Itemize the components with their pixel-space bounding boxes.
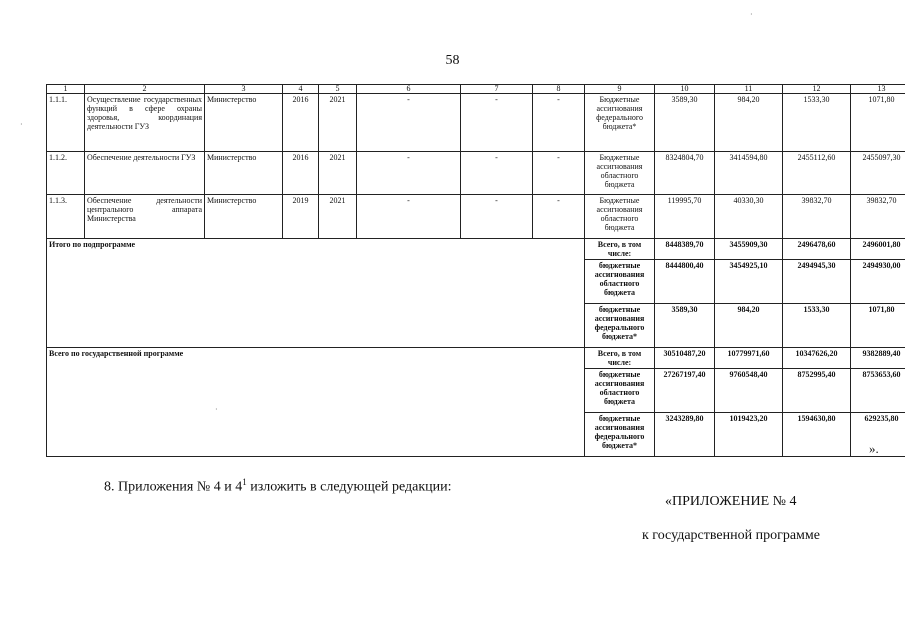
value-year-1: 3455909,30	[715, 239, 783, 260]
value-year-3: 1071,80	[851, 304, 905, 348]
paragraph-text-tail: изложить в следующей редакции:	[246, 479, 452, 495]
table-header-row	[47, 85, 905, 94]
cell-dash: -	[533, 195, 585, 239]
value-total: 30510487,20	[655, 348, 715, 369]
paragraph-text: 8. Приложения № 4 и 4	[104, 479, 243, 495]
value-year-2: 1533,30	[783, 94, 851, 152]
start-year: 2019	[283, 195, 319, 239]
start-year: 2016	[283, 94, 319, 152]
value-year-3: 2455097,30	[851, 152, 905, 195]
value-year-3: 2494930,00	[851, 260, 905, 304]
funding-source: бюджетные ассигнования федерального бюджета*	[585, 304, 655, 348]
funding-source: бюджетные ассигнования областного бюджета	[585, 260, 655, 304]
closing-quote: ».	[869, 441, 879, 456]
value-year-2: 10347626,20	[783, 348, 851, 369]
header-cell: 5	[319, 85, 357, 94]
scan-speck: ·	[750, 10, 753, 19]
value-year-2: 8752995,40	[783, 369, 851, 413]
row-number: 1.1.1.	[47, 94, 85, 152]
executor: Министерство	[205, 152, 283, 195]
header-cell: 10	[655, 85, 715, 94]
program-table	[46, 84, 901, 457]
funding-source: бюджетные ассигнования федерального бюджета*	[585, 413, 655, 457]
cell-dash: -	[461, 94, 533, 152]
funding-source: Всего, в том числе:	[585, 239, 655, 260]
subtotal-label: Итого по подпрограмме	[47, 239, 585, 348]
header-cell: 4	[283, 85, 319, 94]
appendix-subtitle: к государственной программе	[642, 528, 820, 543]
value-year-3: 9382889,40	[851, 348, 905, 369]
header-cell: 11	[715, 85, 783, 94]
subtotal-row	[47, 239, 905, 260]
value-year-1: 3454925,10	[715, 260, 783, 304]
value-year-3: 8753653,60	[851, 369, 905, 413]
value-year-2: 2496478,60	[783, 239, 851, 260]
paragraph-superscript: 1	[242, 477, 247, 487]
value-year-3: 2496001,80	[851, 239, 905, 260]
header-cell: 9	[585, 85, 655, 94]
row-number: 1.1.3.	[47, 195, 85, 239]
header-cell: 7	[461, 85, 533, 94]
header-cell: 3	[205, 85, 283, 94]
value-year-1: 40330,30	[715, 195, 783, 239]
value-year-3: 39832,70	[851, 195, 905, 239]
header-cell: 8	[533, 85, 585, 94]
value-year-2: 2494945,30	[783, 260, 851, 304]
table-row	[47, 94, 905, 152]
header-cell: 12	[783, 85, 851, 94]
value-total: 8444800,40	[655, 260, 715, 304]
value-year-3: 1071,80	[851, 94, 905, 152]
appendix-title: «ПРИЛОЖЕНИЕ № 4	[665, 494, 797, 509]
total-label: Всего по государственной программе	[47, 348, 585, 457]
cell-dash: -	[533, 94, 585, 152]
header-cell: 13	[851, 85, 905, 94]
cell-dash: -	[461, 152, 533, 195]
funding-source: Бюджетные ассигнования федерального бюджета*	[585, 94, 655, 152]
value-total: 3589,30	[655, 304, 715, 348]
scan-speck: ·	[20, 120, 23, 129]
cell-dash: -	[461, 195, 533, 239]
header-cell: 1	[47, 85, 85, 94]
cell-dash: -	[357, 94, 461, 152]
header-cell: 6	[357, 85, 461, 94]
funding-source: Всего, в том числе:	[585, 348, 655, 369]
activity-name: Обеспечение деятельности ГУЗ	[85, 152, 205, 195]
value-total: 119995,70	[655, 195, 715, 239]
scan-speck: ·	[215, 405, 218, 414]
start-year: 2016	[283, 152, 319, 195]
amendment-paragraph	[104, 477, 452, 496]
value-year-1: 9760548,40	[715, 369, 783, 413]
cell-dash: -	[357, 152, 461, 195]
value-year-2: 39832,70	[783, 195, 851, 239]
end-year: 2021	[319, 195, 357, 239]
table-row	[47, 152, 905, 195]
value-year-1: 10779971,60	[715, 348, 783, 369]
value-total: 27267197,40	[655, 369, 715, 413]
executor: Министерство	[205, 94, 283, 152]
value-year-2: 1594630,80	[783, 413, 851, 457]
funding-source: бюджетные ассигнования областного бюджета	[585, 369, 655, 413]
activity-name: Осуществление государственных функций в сфере охраны здоровья, координация деятельности ГУЗ	[85, 94, 205, 152]
value-total: 8448389,70	[655, 239, 715, 260]
cell-dash: -	[533, 152, 585, 195]
value-total: 3243289,80	[655, 413, 715, 457]
value-year-1: 984,20	[715, 94, 783, 152]
total-row	[47, 348, 905, 369]
end-year: 2021	[319, 152, 357, 195]
funding-source: Бюджетные ассигнования областного бюджета	[585, 152, 655, 195]
value-year-3: 629235,80	[851, 413, 905, 457]
value-year-2: 2455112,60	[783, 152, 851, 195]
value-total: 8324804,70	[655, 152, 715, 195]
value-year-1: 1019423,20	[715, 413, 783, 457]
row-number: 1.1.2.	[47, 152, 85, 195]
header-cell: 2	[85, 85, 205, 94]
value-year-2: 1533,30	[783, 304, 851, 348]
activity-name: Обеспечение деятельности центрального аппарата Министерства	[85, 195, 205, 239]
value-total: 3589,30	[655, 94, 715, 152]
page-number: 58	[445, 53, 460, 68]
end-year: 2021	[319, 94, 357, 152]
table-row	[47, 195, 905, 239]
funding-source: Бюджетные ассигнования областного бюджета	[585, 195, 655, 239]
executor: Министерство	[205, 195, 283, 239]
cell-dash: -	[357, 195, 461, 239]
value-year-1: 3414594,80	[715, 152, 783, 195]
value-year-1: 984,20	[715, 304, 783, 348]
